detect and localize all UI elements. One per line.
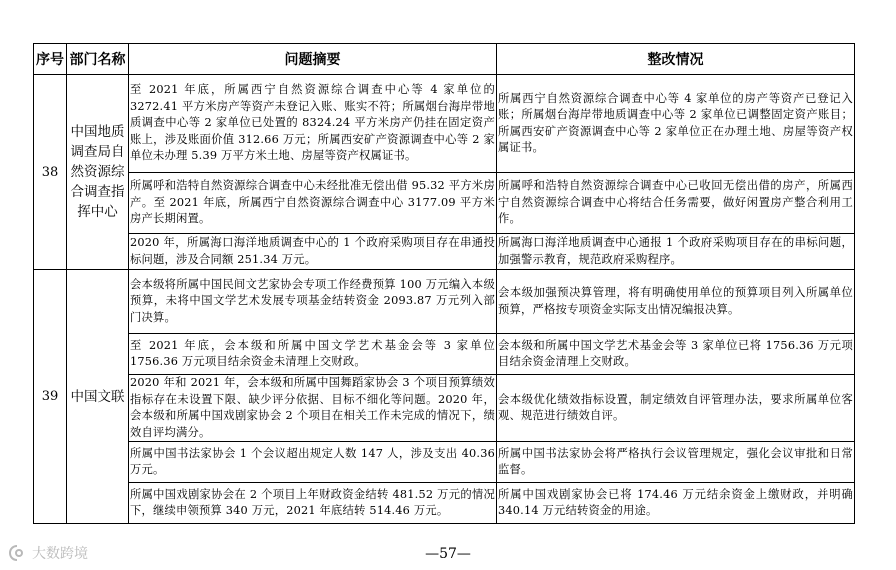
table-row <box>34 75 855 173</box>
rectification-cell: 所属海口海洋地质调查中心通报 1 个政府采购项目存在的串标问题，加强警示教育，规范政府采购程序。 <box>497 234 855 270</box>
issue-cell: 至 2021 年底，会本级和所属中国文学艺术基金会等 3 家单位 1756.36 万元项目结余资金未清理上交财政。 <box>129 334 497 375</box>
department-name-cell: 中国地质调查局自然资源综合调查指挥中心 <box>67 75 129 270</box>
header-serial-number: 序号 <box>34 44 67 75</box>
header-department-name: 部门名称 <box>67 44 129 75</box>
watermark-text: 大数跨境 <box>32 546 88 562</box>
rectification-cell: 所属中国戏剧家协会已将 174.46 万元结余资金上缴财政，并明确 340.14 万元结转资金的用途。 <box>497 483 855 524</box>
department-name-cell: 中国文联 <box>67 270 129 524</box>
rectification-cell: 所属呼和浩特自然资源综合调查中心已收回无偿出借的房产，所属西宁自然资源综合调查中心将结合任务需要，做好闲置房产整合利用工作。 <box>497 173 855 234</box>
table-row <box>34 173 855 234</box>
rectification-table <box>33 43 855 524</box>
serial-number-cell: 38 <box>34 75 67 270</box>
table-row <box>34 375 855 442</box>
table-row <box>34 483 855 524</box>
issue-cell: 至 2021 年底，所属西宁自然资源综合调查中心等 4 家单位的 3272.41 平方米房产等资产未登记入账、账实不符；所属烟台海岸带地质调查中心等 2 家单位已处置的 8324.24 平方米房产仍挂在固定资产账上，涉及账面价值 312.66 万元；所属西安矿产资源调查中心等 2 家单位未办理 5.39 万平方米土地、房屋等资产权属证书。 <box>129 75 497 173</box>
rectification-cell: 所属中国书法家协会将严格执行会议管理规定，强化会议审批和日常监督。 <box>497 442 855 483</box>
rectification-cell: 所属西宁自然资源综合调查中心等 4 家单位的房产等资产已登记入账；所属烟台海岸带地质调查中心等 2 家单位已调整固定资产账目；所属西安矿产资源调查中心等 2 家单位正在办理土地、房屋等资产权属证书。 <box>497 75 855 173</box>
issue-cell: 2020 年，所属海口海洋地质调查中心的 1 个政府采购项目存在串通投标问题，涉及合同额 251.34 万元。 <box>129 234 497 270</box>
table-row <box>34 334 855 375</box>
rectification-cell: 会本级和所属中国文学艺术基金会等 3 家单位已将 1756.36 万元项目结余资金清理上交财政。 <box>497 334 855 375</box>
header-issue-summary: 问题摘要 <box>129 44 497 75</box>
issue-cell: 2020 年和 2021 年，会本级和所属中国舞蹈家协会 3 个项目预算绩效指标存在未设置下限、缺少评分依据、目标不细化等问题。2020 年，会本级和所属中国戏剧家协会 2 个项目在相关工作未完成的情况下，绩效自评均满分。 <box>129 375 497 442</box>
serial-number-cell: 39 <box>34 270 67 524</box>
issue-cell: 所属呼和浩特自然资源综合调查中心未经批准无偿出借 95.32 平方米房产。至 2021 年底，所属西宁自然资源综合调查中心 3177.09 平方米房产长期闲置。 <box>129 173 497 234</box>
issue-cell: 所属中国书法家协会 1 个会议超出规定人数 147 人，涉及支出 40.36 万元。 <box>129 442 497 483</box>
table-row <box>34 234 855 270</box>
issue-cell: 会本级将所属中国民间文艺家协会专项工作经费预算 100 万元编入本级预算，未将中国文学艺术发展专项基金结转资金 2093.87 万元列入部门决算。 <box>129 270 497 334</box>
table-header-row <box>34 44 855 75</box>
rectification-cell: 会本级优化绩效指标设置，制定绩效自评管理办法，要求所属单位客观、规范进行绩效自评。 <box>497 375 855 442</box>
header-rectification-status: 整改情况 <box>497 44 855 75</box>
issue-cell: 所属中国戏剧家协会在 2 个项目上年财政资金结转 481.52 万元的情况下，继续申领预算 340 万元，2021 年底结转 514.46 万元。 <box>129 483 497 524</box>
page-number: —57— <box>425 546 471 562</box>
table-row <box>34 442 855 483</box>
table-row <box>34 270 855 334</box>
rectification-cell: 会本级加强预决算管理，将有明确使用单位的预算项目列入所属单位预算，严格按专项资金实际支出情况编报决算。 <box>497 270 855 334</box>
